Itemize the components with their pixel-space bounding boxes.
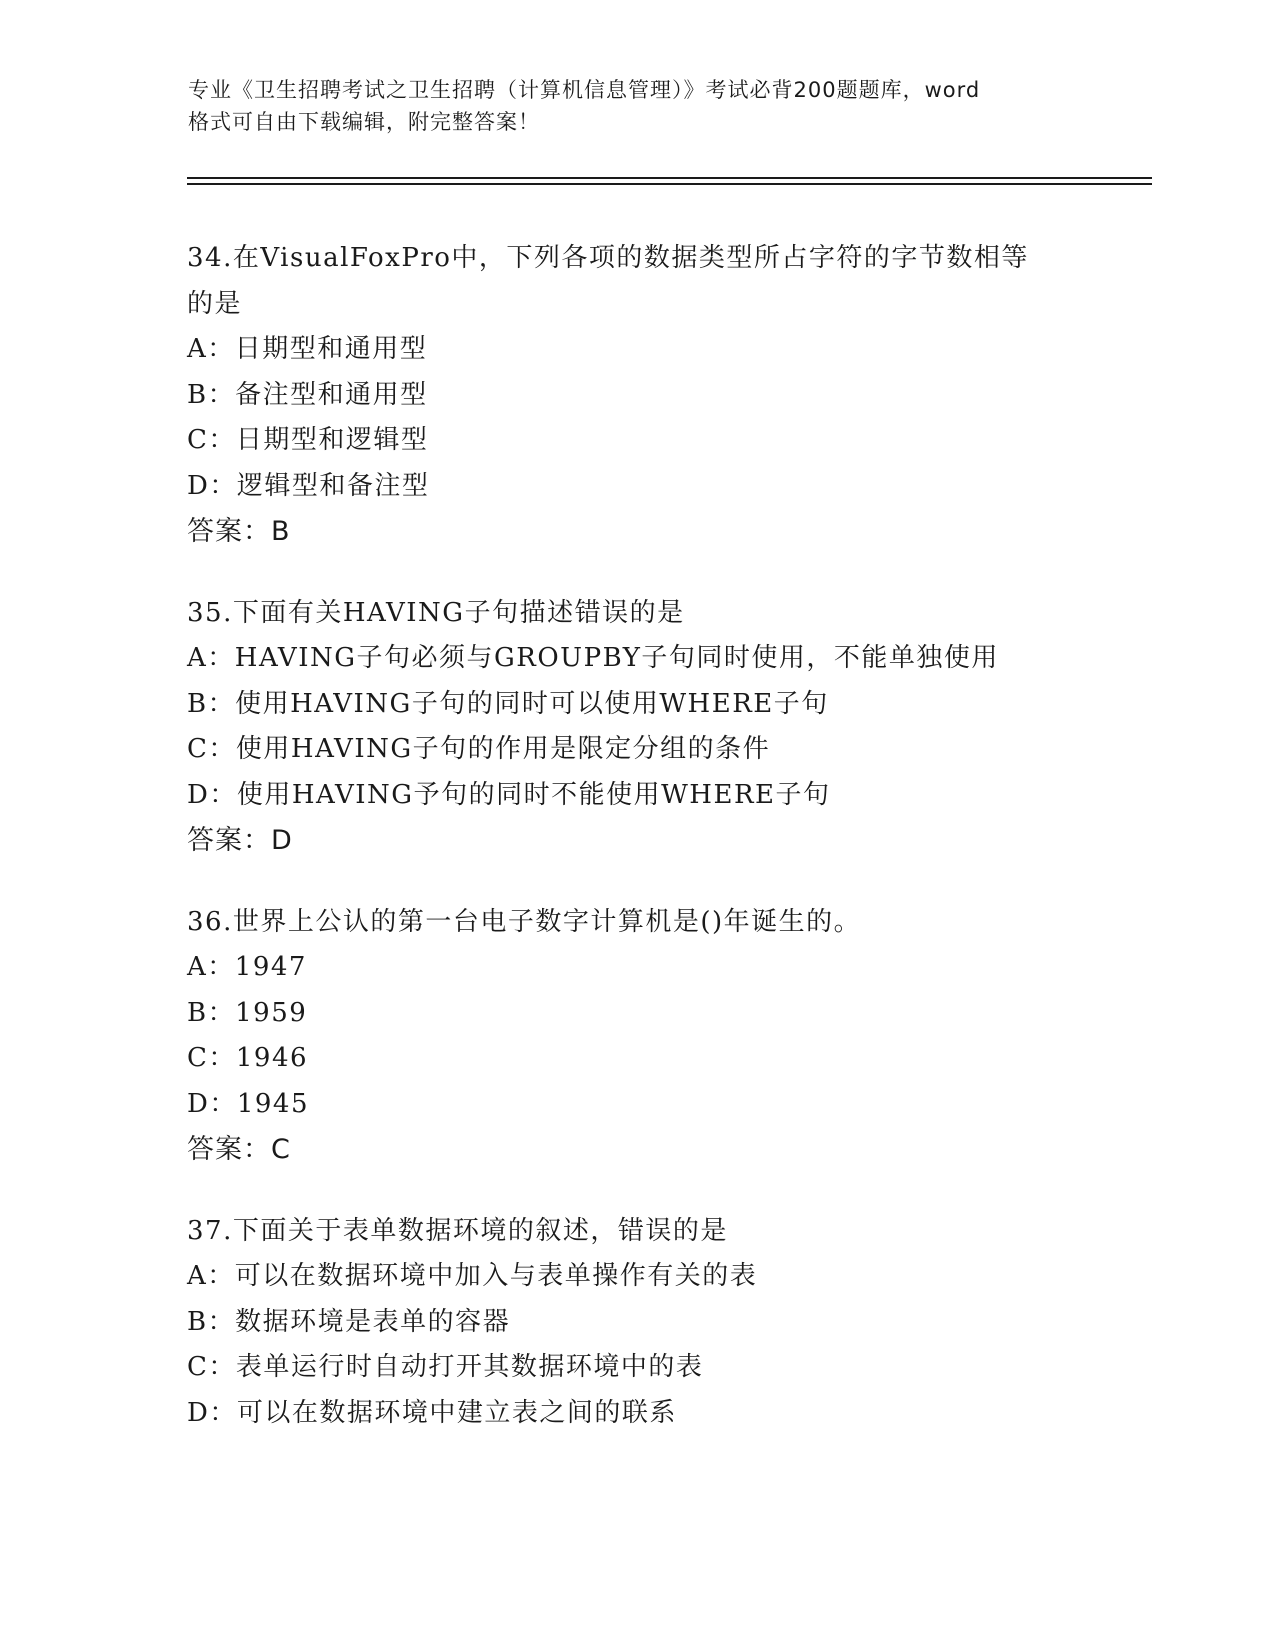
question-list (187, 236, 1107, 1472)
option-b: B：数据环境是表单的容器 (187, 1306, 511, 1337)
option-b: B：使用HAVING子句的同时可以使用WHERE子句 (187, 688, 829, 719)
option-b: B：1959 (187, 997, 308, 1028)
option-a: A：日期型和通用型 (187, 334, 428, 364)
question-stem-continued: 的是 (187, 288, 243, 319)
option-d: D：逻辑型和备注型 (187, 470, 430, 501)
option-a: A：HAVING子句必须与GROUPBY子句同时使用，不能单独使用 (187, 643, 999, 673)
question-37 (187, 1209, 1107, 1437)
answer-label: 答案：B (187, 516, 291, 547)
option-c: C：1946 (187, 1043, 309, 1073)
option-c: C：使用HAVING子句的作用是限定分组的条件 (187, 734, 771, 764)
option-d: D：1945 (187, 1088, 310, 1119)
option-b: B：备注型和通用型 (187, 379, 428, 410)
header-divider-bottom (187, 183, 1152, 185)
option-a: A：可以在数据环境中加入与表单操作有关的表 (187, 1261, 758, 1291)
question-36 (187, 900, 1107, 1173)
option-a: A：1947 (187, 952, 307, 982)
question-35 (187, 591, 1107, 864)
question-stem: 34.在VisualFoxPro中，下列各项的数据类型所占字符的字节数相等 (187, 243, 1029, 273)
question-34 (187, 236, 1107, 555)
header-line-1: 专业《卫生招聘考试之卫生招聘（计算机信息管理）》考试必背200题题库，word (188, 78, 981, 102)
option-d: D：使用HAVING予句的同时不能使用WHERE子句 (187, 779, 831, 810)
question-stem: 36.世界上公认的第一台电子数字计算机是()年诞生的。 (187, 906, 862, 937)
option-d: D：可以在数据环境中建立表之间的联系 (187, 1397, 677, 1428)
answer-label: 答案：C (187, 1134, 291, 1165)
option-c: C：日期型和逻辑型 (187, 425, 429, 455)
option-c: C：表单运行时自动打开其数据环境中的表 (187, 1352, 704, 1382)
answer-label: 答案：D (187, 825, 293, 856)
document-header (188, 74, 1088, 138)
question-stem: 37.下面关于表单数据环境的叙述，错误的是 (187, 1215, 728, 1246)
header-line-2: 格式可自由下载编辑，附完整答案！ (188, 110, 540, 134)
header-divider-top (187, 177, 1152, 179)
question-stem: 35.下面有关HAVING子句描述错误的是 (187, 597, 685, 628)
